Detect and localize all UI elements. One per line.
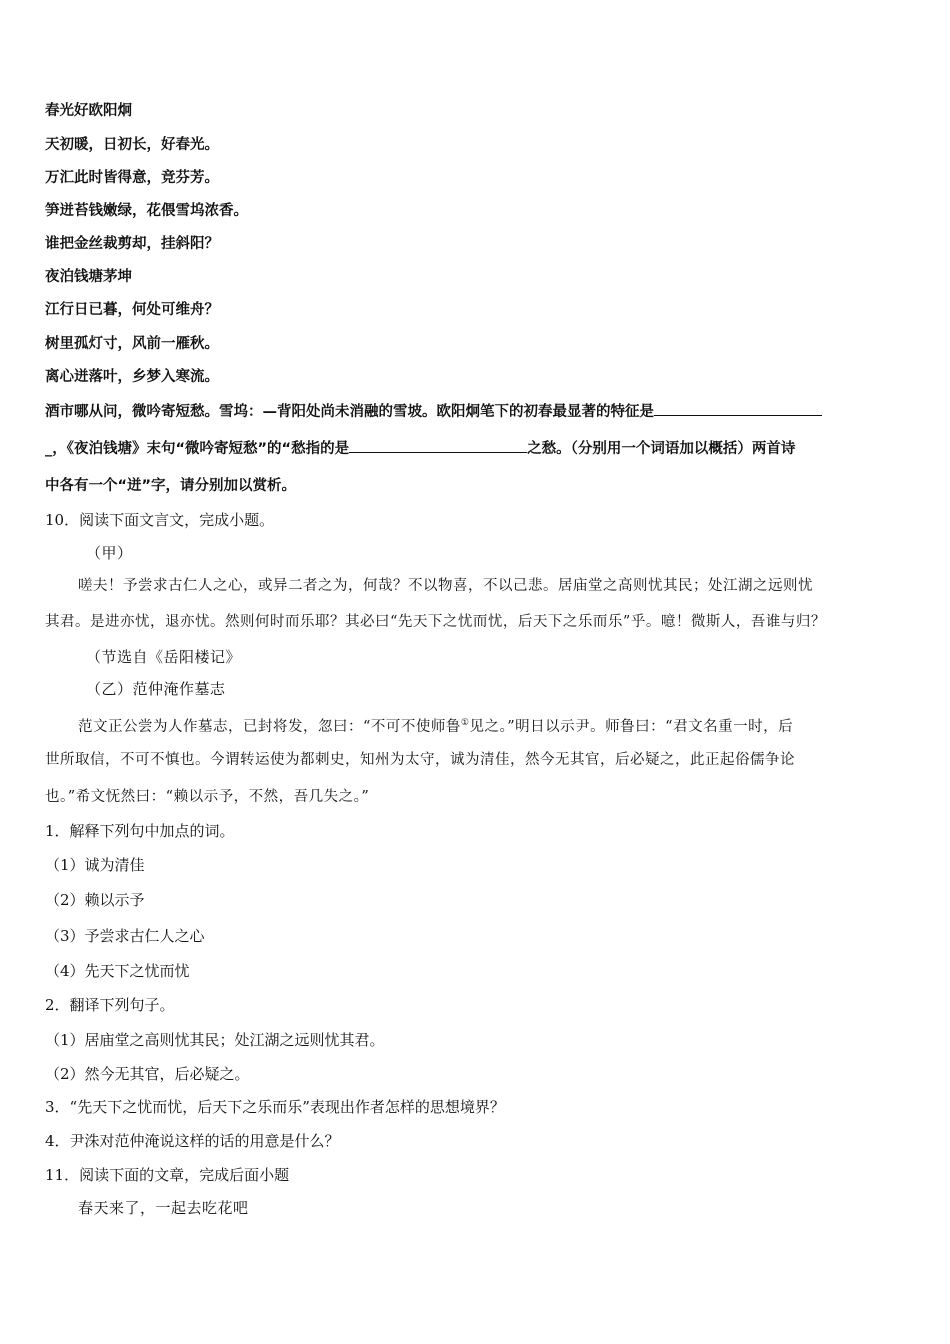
poem1-line: 谁把金丝裁剪却，挂斜阳？ [45, 236, 219, 252]
answer-blank[interactable] [654, 401, 822, 416]
article-title: 春天来了，一起去吃花吧 [78, 1199, 249, 1217]
poem2-title: 夜泊钱塘茅坤 [45, 269, 132, 285]
sub-item: （1）诚为清佳 [45, 856, 145, 874]
q11-header: 11．阅读下面的文章，完成后面小题 [45, 1166, 290, 1184]
yi-paragraph [78, 713, 793, 737]
jia-source: （节选自《岳阳楼记》 [86, 648, 242, 666]
yi-text: 见之。”明日以示尹。师鲁曰：“君文名重一时，后 [469, 718, 794, 735]
poem2-line: 江行日已暮，何处可维舟？ [45, 302, 219, 318]
poem1-line: 万汇此时皆得意，竞芬芳。 [45, 170, 219, 186]
sub-item: （2）赖以示予 [45, 891, 145, 909]
sub-item: （2）然今无其官，后必疑之。 [45, 1065, 250, 1083]
sub-question: 2．翻译下列句子。 [45, 996, 175, 1014]
poem1-line: 笋迸苔钱嫩绿，花偎雪坞浓香。 [45, 203, 248, 219]
q9-text: 酒市哪从问，微吟寄短愁。雪坞：—背阳处尚未消融的雪坡。欧阳炯笔下的初春最显著的特征是 [45, 404, 654, 420]
answer-blank[interactable] [349, 438, 527, 453]
poem2-line: 树里孤灯寸，风前一雁秋。 [45, 336, 219, 352]
q9-line2 [45, 438, 795, 459]
sub-question: 1．解释下列句中加点的词。 [45, 822, 235, 840]
jia-label: （甲） [86, 544, 133, 562]
poem2-line: 离心迸落叶，乡梦入寒流。 [45, 369, 219, 385]
q9-text: _，《夜泊钱塘》末句“微吟寄短愁”的“愁指的是 [45, 441, 350, 457]
yi-paragraph: 也。”希文怃然曰：“赖以示予，不然，吾几失之。” [45, 789, 370, 805]
poem1-title: 春光好欧阳炯 [45, 103, 132, 119]
yi-paragraph: 世所取信，不可不慎也。今谓转运使为都刺史，知州为太守，诚为清佳，然今无其官，后必疑之，此正起俗儒争论 [45, 752, 795, 768]
q10-header: 10．阅读下面文言文，完成小题。 [45, 511, 275, 529]
sub-item: （1）居庙堂之高则忧其民；处江湖之远则忧其君。 [45, 1031, 385, 1049]
sub-question: 4．尹洙对范仲淹说这样的话的用意是什么？ [45, 1132, 340, 1150]
q9-text: 之愁。（分别用一个词语加以概括）两首诗 [527, 441, 796, 457]
q9-line1 [45, 401, 822, 422]
footnote-marker: ① [460, 718, 470, 728]
sub-question: 3．“先天下之忧而忧，后天下之乐而乐”表现出作者怎样的思想境界？ [45, 1098, 505, 1116]
poem1-line: 天初暖，日初长，好春光。 [45, 137, 219, 153]
sub-item: （3）予尝求古仁人之心 [45, 927, 205, 945]
jia-paragraph: 其君。是进亦忧，退亦忧。然则何时而乐耶？其必曰“先天下之忧而忧，后天下之乐而乐”乎。噫！微斯人，吾谁与归？ [45, 614, 826, 630]
jia-paragraph: 嗟夫！予尝求古仁人之心，或异二者之为，何哉？不以物喜，不以己悲。居庙堂之高则忧其民；处江湖之远则忧 [78, 578, 813, 594]
q9-line3: 中各有一个“迸”字，请分别加以赏析。 [45, 478, 297, 494]
yi-text: 范文正公尝为人作墓志，已封将发，忽曰：“不可不使师鲁 [78, 718, 461, 735]
sub-item: （4）先天下之忧而忧 [45, 962, 190, 980]
yi-label: （乙）范仲淹作墓志 [86, 680, 226, 698]
